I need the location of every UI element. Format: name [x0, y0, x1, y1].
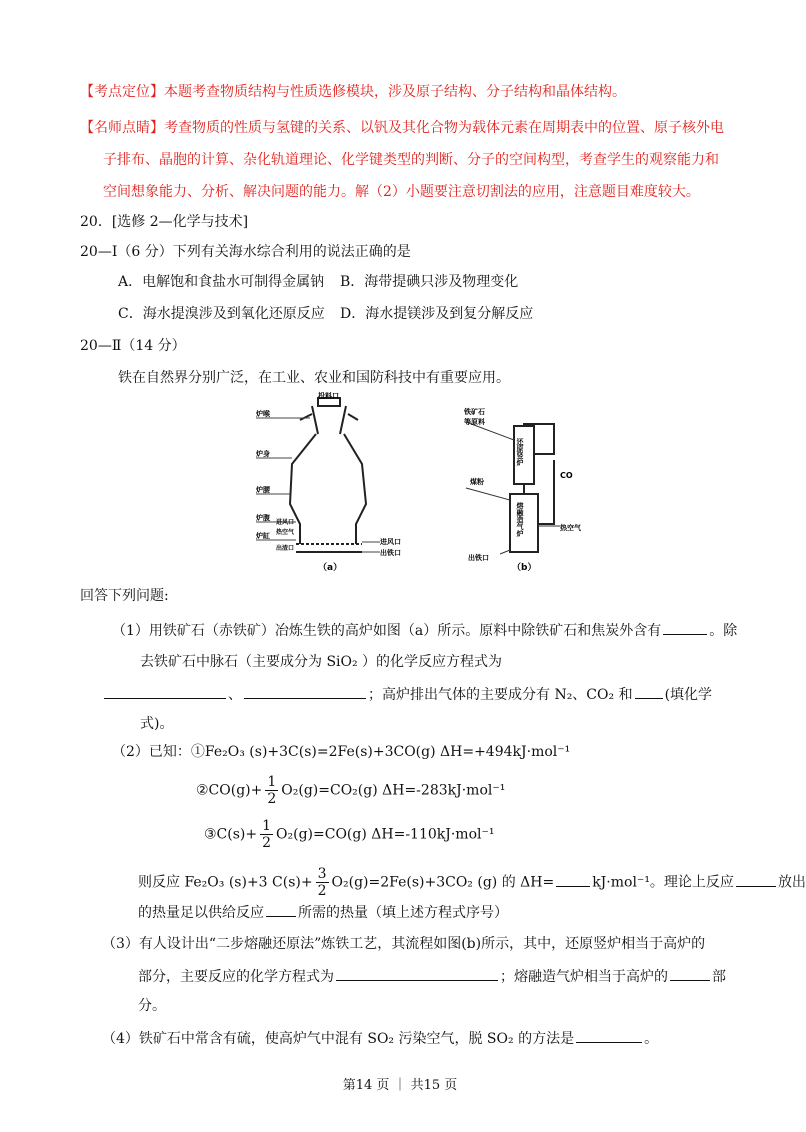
frac-den: 2 [267, 791, 277, 807]
q1-line2: 去铁矿石中脉石（主要成分为 SiO₂ ）的化学反应方程式为 [140, 654, 503, 670]
fig-a-mid-label-2: 热空气 [276, 529, 295, 536]
answer-blank-q4[interactable] [576, 1028, 642, 1043]
fraction-half-2 [260, 818, 273, 851]
frac-num: 1 [262, 818, 272, 834]
q3-l2b: ；熔融造气炉相当于高炉的 [500, 969, 668, 985]
note-mingshi-3: 空间想象能力、分析、解决问题的能力。解（2）小题要注意切割法的应用，注意题目难度较大。 [103, 184, 700, 200]
q2-r1a: 则反应 Fe₂O₃ (s)+3 C(s)+ [138, 874, 313, 891]
fig-b-bottom-box: 熔融造气炉 [516, 502, 524, 537]
fig-a-top-label: 投料口 [318, 392, 339, 400]
fig-b-left-top2: 等原料 [464, 418, 485, 426]
q2-eq2-a: ②CO(g)+ [196, 782, 263, 799]
answer-blank-q1-d[interactable] [635, 684, 663, 699]
q20-intro: 铁在自然界分别广泛，在工业、农业和国防科技中有重要应用。 [118, 370, 510, 386]
q2-eq2-b: O₂(g)=CO₂(g) ΔH=-283kJ·mol⁻¹ [281, 782, 506, 799]
fig-b-bottom-left: 出铁口 [468, 554, 489, 562]
fig-b-left-top: 铁矿石 [464, 408, 485, 416]
fig-a-label-2: 炉身 [256, 450, 270, 458]
answer-blank-q1-c[interactable] [244, 684, 366, 699]
frac-den: 2 [262, 835, 272, 851]
frac-num: 1 [267, 774, 277, 790]
q2-r1b: O₂(g)=2Fe(s)+3CO₂ (g) 的 ΔH= [331, 874, 555, 891]
q1-line1-end: 。除 [709, 623, 738, 639]
q3-line2 [138, 966, 726, 987]
q2-eq3-b: O₂(g)=CO(g) ΔH=-110kJ·mol⁻¹ [276, 826, 495, 843]
q3-l2a: 部分，主要反应的化学方程式为 [138, 969, 334, 985]
q20-title: 20．[选修 2—化学与技术] [80, 214, 249, 230]
q2-r1d: 放出 [777, 874, 806, 891]
fig-b-top-box: 还原竖炉 [516, 438, 524, 466]
note-kaodian: 【考点定位】本题考查物质结构与性质选修模块，涉及原子结构、分子结构和晶体结构。 [80, 84, 626, 100]
option-d: D．海水提镁涉及到复分解反应 [340, 306, 534, 322]
q1-line3 [102, 684, 712, 705]
q2-lead: （2）已知： [112, 744, 191, 760]
fraction-three-halves [316, 866, 329, 899]
q4-l1a: （4）铁矿石中常含有硫，使高炉气中混有 SO₂ 污染空气，脱 SO₂ 的方法是 [102, 1031, 575, 1047]
fig-a-mid-label-1: 进风口 [276, 519, 295, 526]
option-b: B．海带提碘只涉及物理变化 [340, 274, 519, 290]
q2-eq1: ①Fe₂O₃ (s)+3C(s)=2Fe(s)+3CO(g) ΔH=+494kJ·mol⁻¹ [190, 744, 571, 760]
q2-r1c: kJ·mol⁻¹。理论上反应 [592, 874, 734, 891]
q2-eq3 [204, 818, 495, 851]
q2-eq3-a: ③C(s)+ [204, 826, 258, 843]
fig-a-caption: （a） [318, 563, 343, 573]
answer-blank-q2-b[interactable] [266, 902, 296, 917]
q3-l2c: 部 [712, 969, 726, 985]
fig-a-label-1: 炉喉 [256, 410, 270, 418]
frac-num: 3 [317, 866, 327, 882]
q1-line3-sep: 、 [228, 687, 242, 703]
q1-line3-text: ；高炉排出气体的主要成分有 N₂、CO₂ 和 [368, 687, 633, 703]
q20-part1: 20—Ⅰ（6 分）下列有关海水综合利用的说法正确的是 [80, 244, 411, 260]
q1-line4: 式)。 [140, 716, 174, 732]
q2-reaction-line [138, 866, 806, 899]
fig-a-label-4: 炉腹 [256, 514, 270, 522]
fig-b-left-mid: 煤粉 [470, 478, 484, 486]
fig-a-right-label-2: 出铁口 [380, 549, 401, 557]
q20-part2: 20—Ⅱ（14 分） [80, 338, 186, 354]
q1-line1 [112, 620, 737, 641]
q2-line1 [112, 742, 570, 762]
fig-a-label-3: 炉腰 [256, 486, 270, 494]
q2-r2b: 所需的热量（填上述方程式序号） [298, 905, 508, 921]
frac-den: 2 [317, 883, 327, 899]
fig-a-right-label-1: 进风口 [380, 538, 401, 546]
answer-blank-q2-dh[interactable] [556, 872, 590, 887]
note-mingshi-2: 子排布、晶胞的计算、杂化轨道理论、化学键类型的判断、分子的空间构型，考查学生的观察能力和 [103, 152, 719, 168]
figure-a-blast-furnace [252, 394, 412, 574]
q2-r2a: 的热量足以供给反应 [138, 905, 264, 921]
option-c: C．海水提溴涉及到氧化还原反应 [118, 306, 325, 322]
option-a: A．电解饱和食盐水可制得金属钠 [118, 274, 325, 290]
fig-a-mid-label-3: 出渣口 [276, 545, 295, 552]
fig-b-air: 热空气 [560, 524, 581, 532]
answer-blank-q1-a[interactable] [663, 620, 707, 635]
fig-b-co: CO [560, 471, 573, 480]
fig-b-caption: （b） [512, 563, 537, 573]
q1-line1-text: （1）用铁矿石（赤铁矿）冶炼生铁的高炉如图（a）所示。原料中除铁矿石和焦炭外含有 [112, 623, 662, 639]
q2-eq2 [196, 774, 505, 807]
answer-prompt: 回答下列问题: [80, 588, 169, 604]
q1-line3-end: (填化学 [664, 687, 713, 703]
q3-line3: 分。 [138, 998, 166, 1014]
answer-blank-q3-b[interactable] [670, 966, 710, 981]
figure-b-flow [460, 404, 600, 574]
answer-blank-q3-a[interactable] [336, 966, 498, 981]
q2-line-last [138, 902, 508, 923]
q4-line1 [102, 1028, 658, 1049]
answer-blank-q2-a[interactable] [736, 872, 776, 887]
q4-l1b: 。 [644, 1031, 659, 1047]
note-mingshi-1: 【名师点睛】考查物质的性质与氢键的关系、以钒及其化合物为载体元素在周期表中的位置、原子核外电 [80, 120, 724, 136]
fraction-half-1 [265, 774, 278, 807]
answer-blank-q1-b[interactable] [104, 684, 226, 699]
page-footer: 第14 页 ｜ 共15 页 [342, 1078, 458, 1093]
fig-a-label-5: 炉缸 [256, 532, 270, 540]
q3-line1: （3）有人设计出“二步熔融还原法”炼铁工艺，其流程如图(b)所示，其中，还原竖炉相当于高炉的 [102, 936, 706, 952]
